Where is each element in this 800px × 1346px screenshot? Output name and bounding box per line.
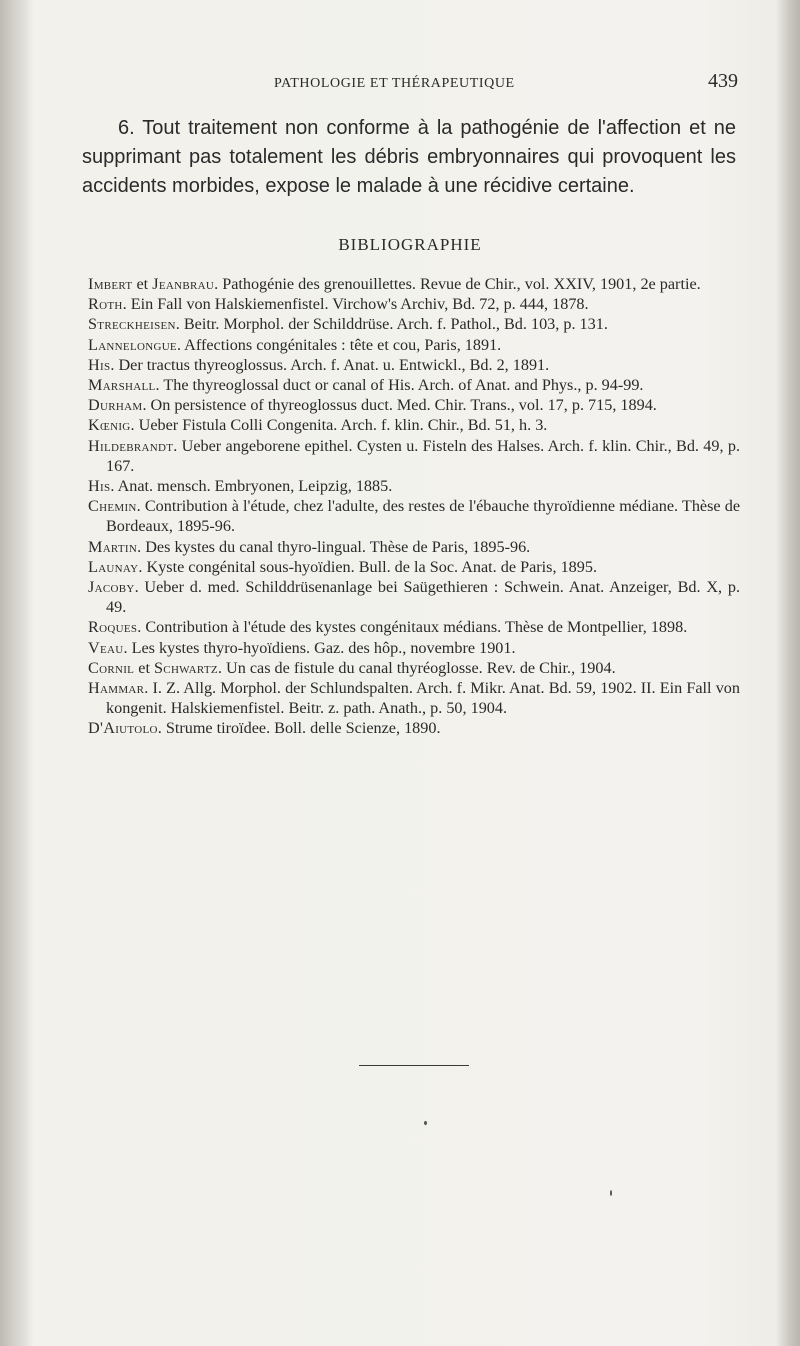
bib-author: Chemin	[88, 497, 137, 516]
bib-details: . Strume tiroïdee. Boll. delle Scienze, 1890.	[157, 719, 441, 738]
bibliography-entry	[88, 557, 740, 577]
bibliography-entry	[88, 436, 740, 476]
page-edge-shadow	[776, 0, 800, 1346]
bib-author: Hildebrandt	[88, 436, 174, 455]
page-number: 439	[708, 70, 738, 92]
bibliography-entry	[88, 335, 740, 355]
bib-details: . Contribution à l'étude des kystes congénitaux médians. Thèse de Montpellier, 1898.	[137, 618, 688, 637]
bibliography-entry	[88, 577, 740, 617]
bib-author: His	[88, 477, 111, 496]
bibliography-entry	[88, 395, 740, 415]
bib-details: . On persistence of thyreoglossus duct. Med. Chir. Trans., vol. 17, p. 715, 1894.	[142, 396, 657, 415]
bib-author: Durham	[88, 396, 143, 415]
bib-details: . Les kystes thyro-hyoïdiens. Gaz. des hôp., novembre 1901.	[123, 638, 516, 657]
page-gutter-shadow	[0, 0, 34, 1346]
bib-author: Lannelongue	[88, 335, 177, 354]
bib-author: Martin	[88, 537, 138, 556]
bib-author: Veau	[88, 638, 124, 657]
bib-coauthor: Jeanbrau	[152, 275, 215, 293]
bib-conjunction: et	[132, 275, 153, 293]
bibliography-entry	[88, 415, 740, 435]
bib-details: . Anat. mensch. Embryonen, Leipzig, 1885.	[110, 477, 393, 496]
bib-author: Roth	[88, 295, 123, 314]
bibliography-entry	[88, 617, 740, 637]
bib-author: Hammar	[88, 679, 145, 698]
bib-details: . Ueber Fistula Colli Congenita. Arch. f. klin. Chir., Bd. 51, h. 3.	[130, 416, 548, 435]
bib-author: Cornil	[88, 658, 135, 677]
bibliography-entry	[88, 274, 740, 294]
running-head: PATHOLOGIE ET THÉRAPEUTIQUE	[274, 76, 515, 91]
bibliography-entry	[88, 678, 740, 718]
bib-author: Kœnig	[88, 416, 131, 435]
bib-author: Imbert	[88, 275, 133, 293]
bib-details: . Ein Fall von Halskiemenfistel. Virchow's Archiv, Bd. 72, p. 444, 1878.	[122, 295, 589, 314]
bibliography-entry	[88, 718, 740, 738]
bibliography-entry	[88, 537, 740, 557]
bib-details: . Ueber angeborene epithel. Cysten u. Fisteln des Halses. Arch. f. klin. Chir., Bd. 49, p. 167.	[106, 436, 740, 475]
bib-author: His	[88, 355, 111, 374]
bib-details: . The thyreoglossal duct or canal of His. Arch. of Anat. and Phys., p. 94-99.	[155, 376, 644, 395]
bib-author: Streckheisen	[88, 315, 176, 334]
bibliography-entry	[88, 638, 740, 658]
bib-details: . Affections congénitales : tête et cou, Paris, 1891.	[176, 335, 502, 354]
bib-author: Launay	[88, 557, 139, 576]
bib-details: . Pathogénie des grenouillettes. Revue de Chir., vol. XXIV, 1901, 2e partie.	[214, 275, 701, 293]
bib-coauthor: Schwartz	[154, 658, 218, 677]
bibliography-list	[88, 274, 740, 739]
ink-speck	[424, 1121, 427, 1125]
bib-details: . Des kystes du canal thyro-lingual. Thèse de Paris, 1895-96.	[137, 537, 531, 556]
conclusion-paragraph: 6. Tout traitement non conforme à la pathogénie de l'affection et ne supprimant pas totalement les débris embryonnaires qui provoquent les accidents morbides, expose le malade à une récidive certaine.	[82, 117, 736, 197]
bib-details: . Un cas de fistule du canal thyréoglosse. Rev. de Chir., 1904.	[217, 658, 616, 677]
bib-details: . Contribution à l'étude, chez l'adulte, des restes de l'ébauche thyroïdienne médiane. Thèse de Bordeaux, 1895-96.	[106, 497, 740, 536]
bib-author: Marshall	[88, 376, 156, 395]
page-header	[258, 70, 738, 100]
ink-speck	[610, 1190, 612, 1196]
bibliography-entry	[88, 658, 740, 678]
bib-details: . Beitr. Morphol. der Schilddrüse. Arch. f. Pathol., Bd. 103, p. 131.	[175, 315, 608, 334]
bib-details: . Ueber d. med. Schilddrüsenanlage bei Saügethieren : Schwein. Anat. Anzeiger, Bd. X, p. 49.	[106, 578, 740, 617]
end-rule	[359, 1065, 469, 1066]
bib-details: . I. Z. Allg. Morphol. der Schlundspalten. Arch. f. Mikr. Anat. Bd. 59, 1902. II. Ein Fall von kongenit. Halskiemenfistel. Beitr. z. path. Anath., p. 50, 1904.	[106, 679, 740, 718]
bib-details: . Der tractus thyreoglossus. Arch. f. Anat. u. Entwickl., Bd. 2, 1891.	[110, 355, 550, 374]
bib-conjunction: et	[134, 658, 154, 677]
bib-details: . Kyste congénital sous-hyoïdien. Bull. de la Soc. Anat. de Paris, 1895.	[138, 557, 597, 576]
bib-author: D'Aiutolo	[88, 719, 158, 738]
bib-author: Roques	[88, 618, 138, 637]
section-title: BIBLIOGRAPHIE	[338, 235, 482, 254]
bibliography-entry	[88, 314, 740, 334]
bibliography-entry	[88, 355, 740, 375]
bibliography-entry	[88, 375, 740, 395]
bibliography-entry	[88, 294, 740, 314]
bib-author: Jacoby	[88, 578, 135, 597]
bibliography-entry	[88, 496, 740, 536]
bibliography-entry	[88, 476, 740, 496]
